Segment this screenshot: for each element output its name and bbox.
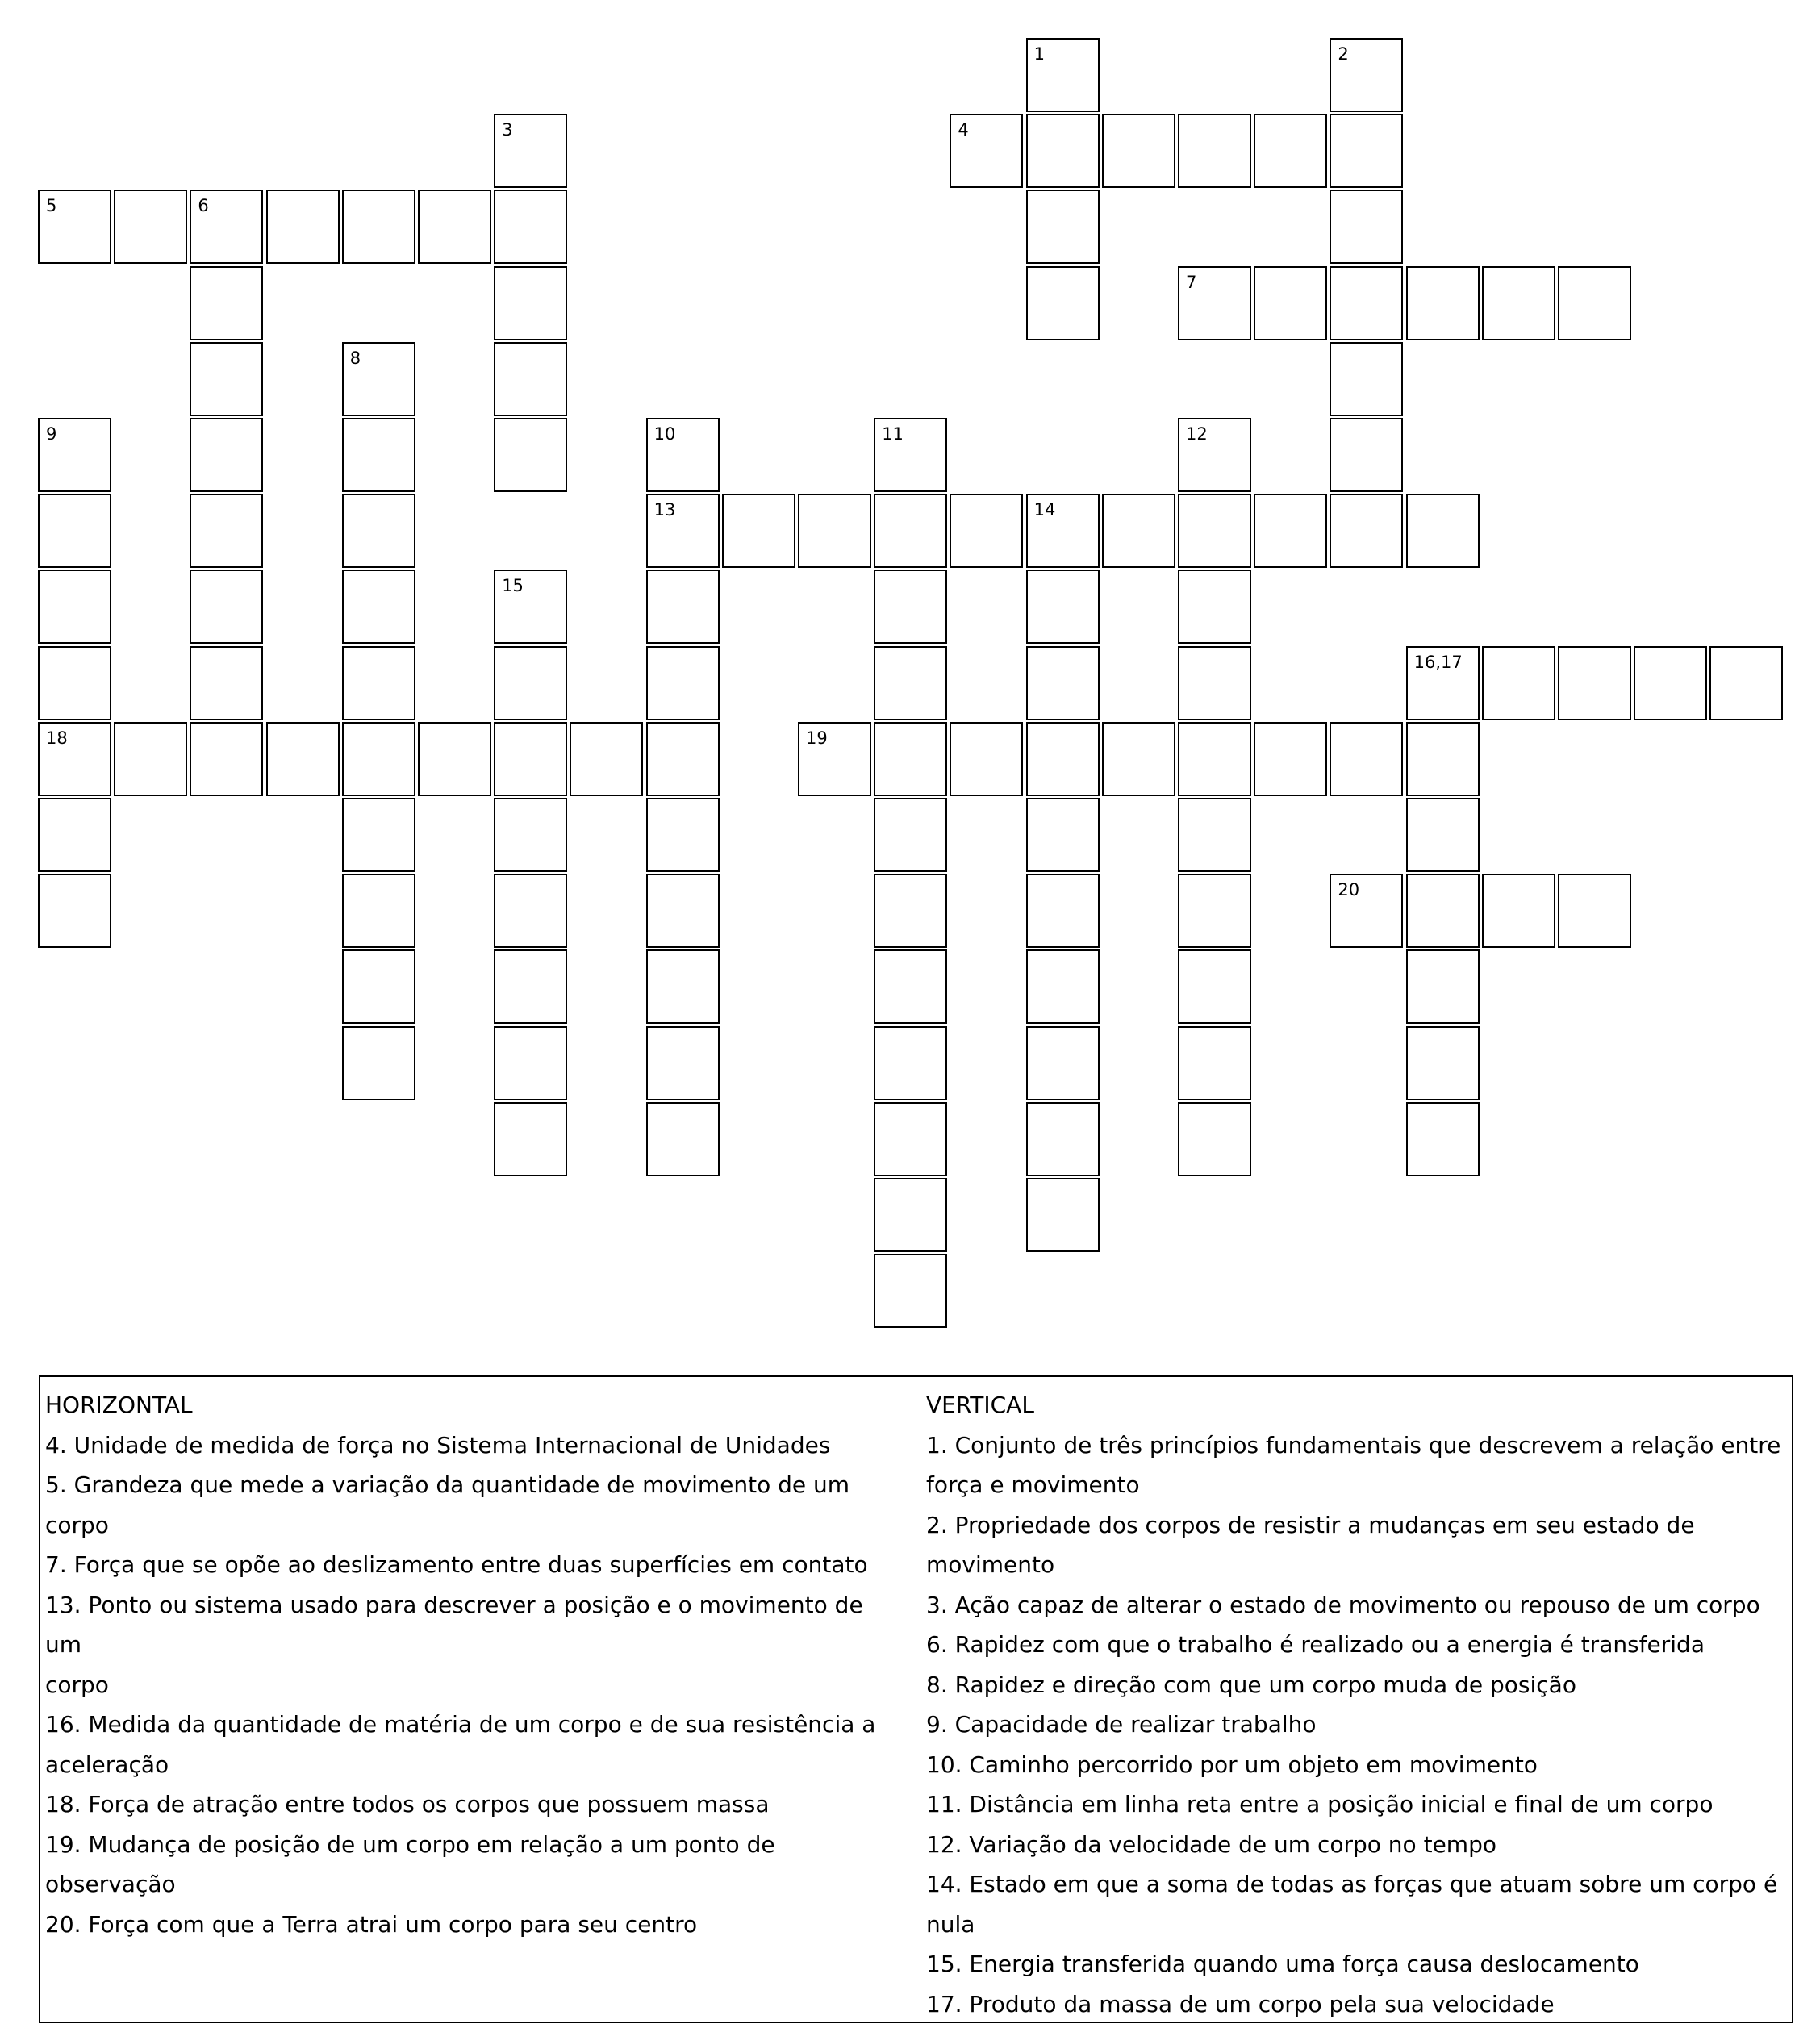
crossword-cell[interactable] [1026, 874, 1100, 948]
crossword-cell[interactable] [190, 646, 263, 720]
crossword-cell[interactable] [1026, 949, 1100, 1024]
clue-number: 6 [198, 198, 208, 215]
crossword-cell[interactable] [646, 418, 720, 492]
crossword-cell[interactable] [190, 418, 263, 492]
clue-number: 7 [1186, 274, 1196, 291]
vertical-clue: força e movimento [926, 1465, 1793, 1505]
clues-box [39, 1375, 1793, 2023]
crossword-cell[interactable] [1026, 570, 1100, 644]
clue-number: 18 [46, 730, 68, 747]
crossword-cell[interactable] [418, 722, 491, 796]
crossword-cell[interactable] [1482, 266, 1555, 340]
clue-number: 16,17 [1414, 654, 1463, 671]
crossword-cell[interactable] [1254, 722, 1327, 796]
crossword-cell[interactable] [190, 266, 263, 340]
crossword-cell[interactable] [494, 570, 567, 644]
crossword-cell[interactable] [1178, 949, 1251, 1024]
crossword-cell[interactable] [494, 874, 567, 948]
vertical-clue: 1. Conjunto de três princípios fundamentais que descrevem a relação entre [926, 1425, 1793, 1466]
crossword-cell[interactable] [874, 570, 947, 644]
crossword-cell[interactable] [646, 1026, 720, 1100]
crossword-cell[interactable] [646, 1102, 720, 1176]
vertical-clue: 3. Ação capaz de alterar o estado de movimento ou repouso de um corpo [926, 1585, 1793, 1625]
crossword-cell[interactable] [342, 570, 415, 644]
crossword-cell[interactable] [950, 114, 1023, 188]
crossword-cell[interactable] [342, 1026, 415, 1100]
crossword-cell[interactable] [494, 798, 567, 872]
crossword-cell[interactable] [1102, 494, 1175, 568]
vertical-clues-column [926, 1385, 1793, 2024]
crossword-cell[interactable] [1406, 1102, 1480, 1176]
crossword-cell[interactable] [798, 494, 871, 568]
crossword-cell[interactable] [494, 342, 567, 416]
crossword-cell[interactable] [38, 798, 111, 872]
crossword-cell[interactable] [874, 874, 947, 948]
crossword-cell[interactable] [1026, 798, 1100, 872]
crossword-cell[interactable] [1330, 266, 1403, 340]
crossword-cell[interactable] [646, 722, 720, 796]
crossword-cell[interactable] [1178, 266, 1251, 340]
crossword-cell[interactable] [342, 646, 415, 720]
crossword-cell[interactable] [646, 874, 720, 948]
crossword-cell[interactable] [1102, 114, 1175, 188]
crossword-cell[interactable] [1558, 646, 1631, 720]
crossword-cell[interactable] [342, 722, 415, 796]
crossword-cell[interactable] [1330, 494, 1403, 568]
vertical-clue: 6. Rapidez com que o trabalho é realizado ou a energia é transferida [926, 1625, 1793, 1665]
crossword-cell[interactable] [874, 949, 947, 1024]
horizontal-clues-column [45, 1385, 900, 1944]
crossword-cell[interactable] [1178, 1102, 1251, 1176]
horizontal-clue: 16. Medida da quantidade de matéria de um corpo e de sua resistência a [45, 1705, 900, 1745]
crossword-cell[interactable] [1406, 798, 1480, 872]
clue-number: 11 [882, 426, 904, 443]
vertical-clue: 14. Estado em que a soma de todas as forças que atuam sobre um corpo é nula [926, 1864, 1793, 1944]
crossword-cell[interactable] [1026, 722, 1100, 796]
crossword-cell[interactable] [798, 722, 871, 796]
crossword-cell[interactable] [646, 570, 720, 644]
crossword-cell[interactable] [874, 798, 947, 872]
crossword-cell[interactable] [1178, 722, 1251, 796]
crossword-cell[interactable] [646, 949, 720, 1024]
crossword-cell[interactable] [1482, 646, 1555, 720]
crossword-cell[interactable] [874, 494, 947, 568]
crossword-cell[interactable] [1558, 874, 1631, 948]
crossword-cell[interactable] [1178, 798, 1251, 872]
horizontal-clue: aceleração [45, 1745, 900, 1785]
crossword-cell[interactable] [1178, 1026, 1251, 1100]
clue-number: 5 [46, 198, 56, 215]
crossword-cell[interactable] [266, 722, 340, 796]
crossword-cell[interactable] [342, 494, 415, 568]
crossword-cell[interactable] [874, 418, 947, 492]
crossword-cell[interactable] [342, 874, 415, 948]
crossword-cell[interactable] [1558, 266, 1631, 340]
horizontal-clue: 18. Força de atração entre todos os corpos que possuem massa [45, 1784, 900, 1825]
crossword-cell[interactable] [1178, 494, 1251, 568]
crossword-cell[interactable] [1482, 874, 1555, 948]
clue-number: 10 [654, 426, 676, 443]
crossword-cell[interactable] [38, 190, 111, 264]
horizontal-clue: 13. Ponto ou sistema usado para descrever a posição e o movimento de um [45, 1585, 900, 1665]
crossword-cell[interactable] [190, 570, 263, 644]
clue-number: 20 [1338, 882, 1359, 899]
horizontal-clue: 20. Força com que a Terra atrai um corpo para seu centro [45, 1905, 900, 1945]
crossword-cell[interactable] [1330, 418, 1403, 492]
crossword-cell[interactable] [950, 722, 1023, 796]
clue-number: 1 [1034, 46, 1045, 63]
crossword-cell[interactable] [342, 949, 415, 1024]
crossword-cell[interactable] [266, 190, 340, 264]
crossword-cell[interactable] [494, 1026, 567, 1100]
crossword-cell[interactable] [1406, 874, 1480, 948]
crossword-cell[interactable] [1254, 266, 1327, 340]
crossword-cell[interactable] [190, 722, 263, 796]
crossword-cell[interactable] [114, 722, 187, 796]
crossword-cell[interactable] [1026, 114, 1100, 188]
crossword-cell[interactable] [494, 949, 567, 1024]
crossword-cell[interactable] [38, 646, 111, 720]
crossword-cell[interactable] [38, 418, 111, 492]
crossword-cell[interactable] [1330, 190, 1403, 264]
crossword-cell[interactable] [646, 798, 720, 872]
crossword-cell[interactable] [1330, 114, 1403, 188]
horizontal-clue: 4. Unidade de medida de força no Sistema Internacional de Unidades [45, 1425, 900, 1466]
crossword-cell[interactable] [494, 1102, 567, 1176]
vertical-clue: 17. Produto da massa de um corpo pela sua velocidade [926, 1984, 1793, 2024]
crossword-cell[interactable] [1330, 722, 1403, 796]
crossword-cell[interactable] [646, 494, 720, 568]
clue-number: 19 [806, 730, 828, 747]
crossword-cell[interactable] [1406, 266, 1480, 340]
crossword-cell[interactable] [114, 190, 187, 264]
crossword-cell[interactable] [570, 722, 643, 796]
crossword-cell[interactable] [1026, 1102, 1100, 1176]
crossword-cell[interactable] [1026, 1178, 1100, 1252]
crossword-cell[interactable] [1102, 722, 1175, 796]
vertical-clue: 15. Energia transferida quando uma força causa deslocamento [926, 1944, 1793, 1984]
clue-number: 3 [502, 122, 512, 139]
crossword-cell[interactable] [1634, 646, 1707, 720]
crossword-cell[interactable] [1178, 418, 1251, 492]
crossword-cell[interactable] [1026, 1026, 1100, 1100]
vertical-clue: 10. Caminho percorrido por um objeto em movimento [926, 1745, 1793, 1785]
crossword-cell[interactable] [418, 190, 491, 264]
vertical-clues-title: VERTICAL [926, 1385, 1793, 1425]
crossword-cell[interactable] [1026, 646, 1100, 720]
crossword-cell[interactable] [1254, 114, 1327, 188]
crossword-cell[interactable] [190, 494, 263, 568]
crossword-cell[interactable] [1406, 646, 1480, 720]
crossword-cell[interactable] [342, 798, 415, 872]
vertical-clue: 2. Propriedade dos corpos de resistir a mudanças em seu estado de movimento [926, 1505, 1793, 1585]
crossword-cell[interactable] [1026, 38, 1100, 112]
clue-number: 2 [1338, 46, 1348, 63]
crossword-cell[interactable] [1406, 949, 1480, 1024]
crossword-cell[interactable] [874, 1178, 947, 1252]
crossword-cell[interactable] [1026, 190, 1100, 264]
crossword-cell[interactable] [494, 114, 567, 188]
crossword-cell[interactable] [1178, 646, 1251, 720]
crossword-cell[interactable] [874, 646, 947, 720]
crossword-cell[interactable] [1406, 494, 1480, 568]
crossword-cell[interactable] [1026, 494, 1100, 568]
crossword-cell[interactable] [874, 1102, 947, 1176]
clue-number: 13 [654, 502, 676, 519]
crossword-cell[interactable] [190, 342, 263, 416]
crossword-cell[interactable] [494, 722, 567, 796]
horizontal-clue: 19. Mudança de posição de um corpo em relação a um ponto de observação [45, 1825, 900, 1905]
crossword-cell[interactable] [190, 190, 263, 264]
crossword-cell[interactable] [342, 190, 415, 264]
crossword-cell[interactable] [1709, 646, 1783, 720]
crossword-cell[interactable] [646, 646, 720, 720]
crossword-cell[interactable] [722, 494, 795, 568]
horizontal-clue: 7. Força que se opõe ao deslizamento entre duas superfícies em contato [45, 1545, 900, 1585]
crossword-cell[interactable] [874, 722, 947, 796]
clue-number: 4 [958, 122, 968, 139]
clue-number: 8 [350, 350, 361, 367]
crossword-cell[interactable] [38, 570, 111, 644]
crossword-cell[interactable] [494, 190, 567, 264]
crossword-cell[interactable] [1330, 342, 1403, 416]
clue-number: 15 [502, 578, 524, 595]
crossword-cell[interactable] [1254, 494, 1327, 568]
clue-number: 9 [46, 426, 56, 443]
crossword-cell[interactable] [38, 874, 111, 948]
crossword-cell[interactable] [1178, 114, 1251, 188]
horizontal-clues-title: HORIZONTAL [45, 1385, 900, 1425]
crossword-cell[interactable] [874, 1026, 947, 1100]
vertical-clue: 12. Variação da velocidade de um corpo no tempo [926, 1825, 1793, 1865]
crossword-cell[interactable] [1178, 570, 1251, 644]
crossword-cell[interactable] [342, 342, 415, 416]
clue-number: 12 [1186, 426, 1208, 443]
crossword-cell[interactable] [1330, 38, 1403, 112]
crossword-cell[interactable] [1406, 722, 1480, 796]
crossword-cell[interactable] [494, 266, 567, 340]
crossword-cell[interactable] [1406, 1026, 1480, 1100]
crossword-cell[interactable] [874, 1254, 947, 1328]
vertical-clue: 9. Capacidade de realizar trabalho [926, 1705, 1793, 1745]
crossword-cell[interactable] [38, 722, 111, 796]
crossword-cell[interactable] [38, 494, 111, 568]
crossword-cell[interactable] [494, 646, 567, 720]
crossword-cell[interactable] [342, 418, 415, 492]
vertical-clue: 8. Rapidez e direção com que um corpo muda de posição [926, 1665, 1793, 1705]
clue-number: 14 [1034, 502, 1056, 519]
horizontal-clue: 5. Grandeza que mede a variação da quantidade de movimento de um corpo [45, 1465, 900, 1545]
crossword-cell[interactable] [1330, 874, 1403, 948]
crossword-cell[interactable] [494, 418, 567, 492]
crossword-cell[interactable] [1026, 266, 1100, 340]
vertical-clue: 11. Distância em linha reta entre a posição inicial e final de um corpo [926, 1784, 1793, 1825]
crossword-cell[interactable] [950, 494, 1023, 568]
crossword-cell[interactable] [1178, 874, 1251, 948]
horizontal-clue: corpo [45, 1665, 900, 1705]
